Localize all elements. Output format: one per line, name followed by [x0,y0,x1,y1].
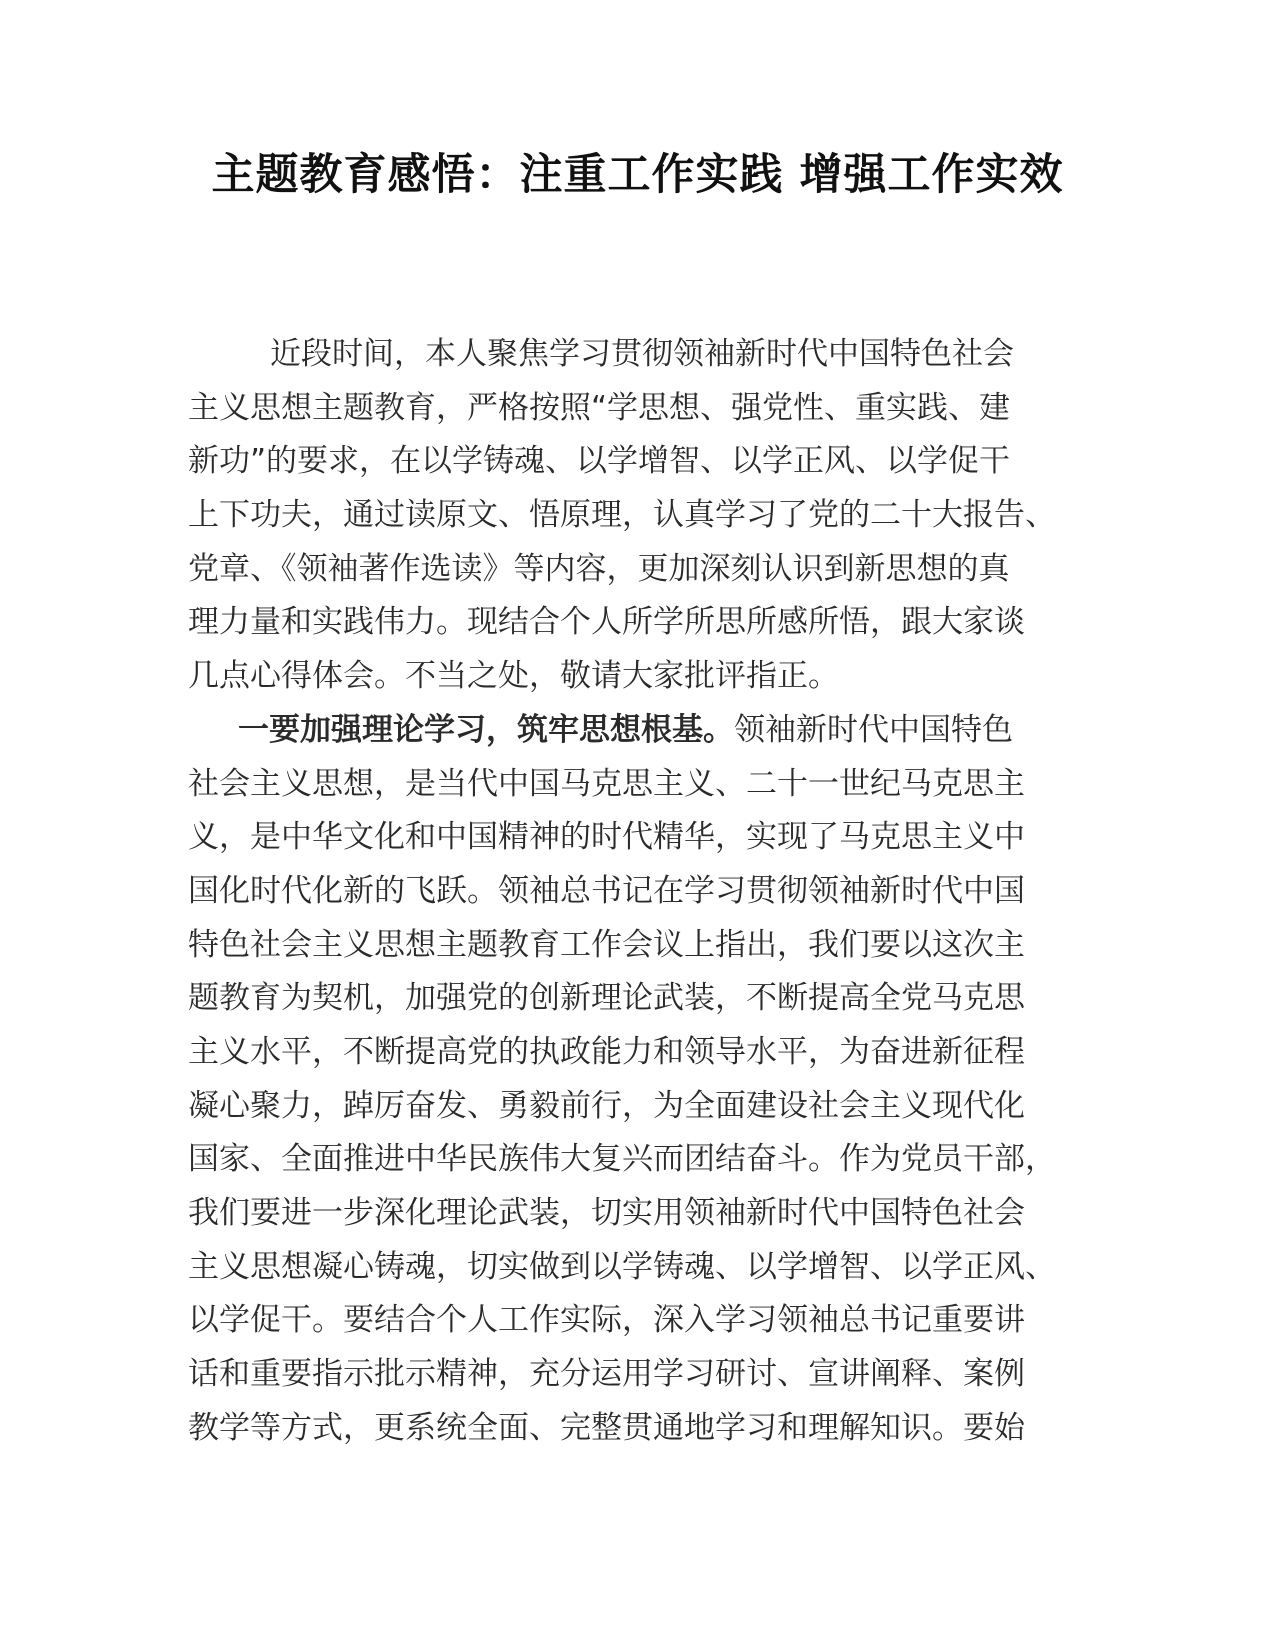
document-body [188,328,1088,1455]
text-line: 理力量和实践伟力。现结合个人所学所思所感所悟，跟大家谈 [188,604,1025,641]
text-line: 新功”的要求，在以学铸魂、以学增智、以学正风、以学促干 [188,443,1011,480]
text-line: 我们要进一步深化理论武装，切实用领袖新时代中国特色社会 [188,1195,1025,1231]
text-line: 凝心聚力，踔厉奋发、勇毅前行，为全面建设社会主义现代化 [188,1087,1025,1124]
text-line: 以学促干。要结合个人工作实际，深入学习领袖总书记重要讲 [188,1302,1025,1339]
paragraph-theory-study [188,704,1088,1456]
text-line: 题教育为契机，加强党的创新理论武装，不断提高全党马克思 [188,980,1025,1017]
text-line: 党章、《领袖著作选读》等内容，更加深刻认识到新思想的真 [188,550,1010,587]
paragraph-intro [188,328,1088,704]
section-heading: 一要加强理论学习，筑牢思想根基。 [238,711,734,748]
text-line: 义，是中华文化和中国精神的时代精华，实现了马克思主义中 [188,819,1025,856]
text-line-rest: 领袖新时代中国特色 [734,711,1013,748]
text-line: 主义思想主题教育，严格按照“学思想、强党性、重实践、建 [188,389,1011,426]
text-line: 特色社会主义思想主题教育工作会议上指出，我们要以这次主 [188,926,1025,963]
text-line: 近段时间，本人聚焦学习贯彻领袖新时代中国特色社会 [270,336,1014,372]
text-line: 话和重要指示批示精神，充分运用学习研讨、宣讲阐释、案例 [188,1356,1025,1393]
text-line: 上下功夫，通过读原文、悟原理，认真学习了党的二十大报告、 [188,497,1056,534]
text-line: 几点心得体会。不当之处，敬请大家批评指正。 [188,658,839,695]
text-line: 国化时代化新的飞跃。领袖总书记在学习贯彻领袖新时代中国 [188,872,1025,909]
text-line: 社会主义思想，是当代中国马克思主义、二十一世纪马克思主 [188,765,1025,802]
text-line [188,704,1088,758]
text-line: 国家、全面推进中华民族伟大复兴而团结奋斗。作为党员干部， [188,1141,1056,1178]
text-line: 主义思想凝心铸魂，切实做到以学铸魂、以学增智、以学正风、 [188,1248,1056,1285]
text-line: 主义水平，不断提高党的执政能力和领导水平，为奋进新征程 [188,1033,1025,1070]
document-title: 主题教育感悟：注重工作实践 增强工作实效 [211,150,1064,200]
text-line: 教学等方式，更系统全面、完整贯通地学习和理解知识。要始 [188,1409,1025,1446]
